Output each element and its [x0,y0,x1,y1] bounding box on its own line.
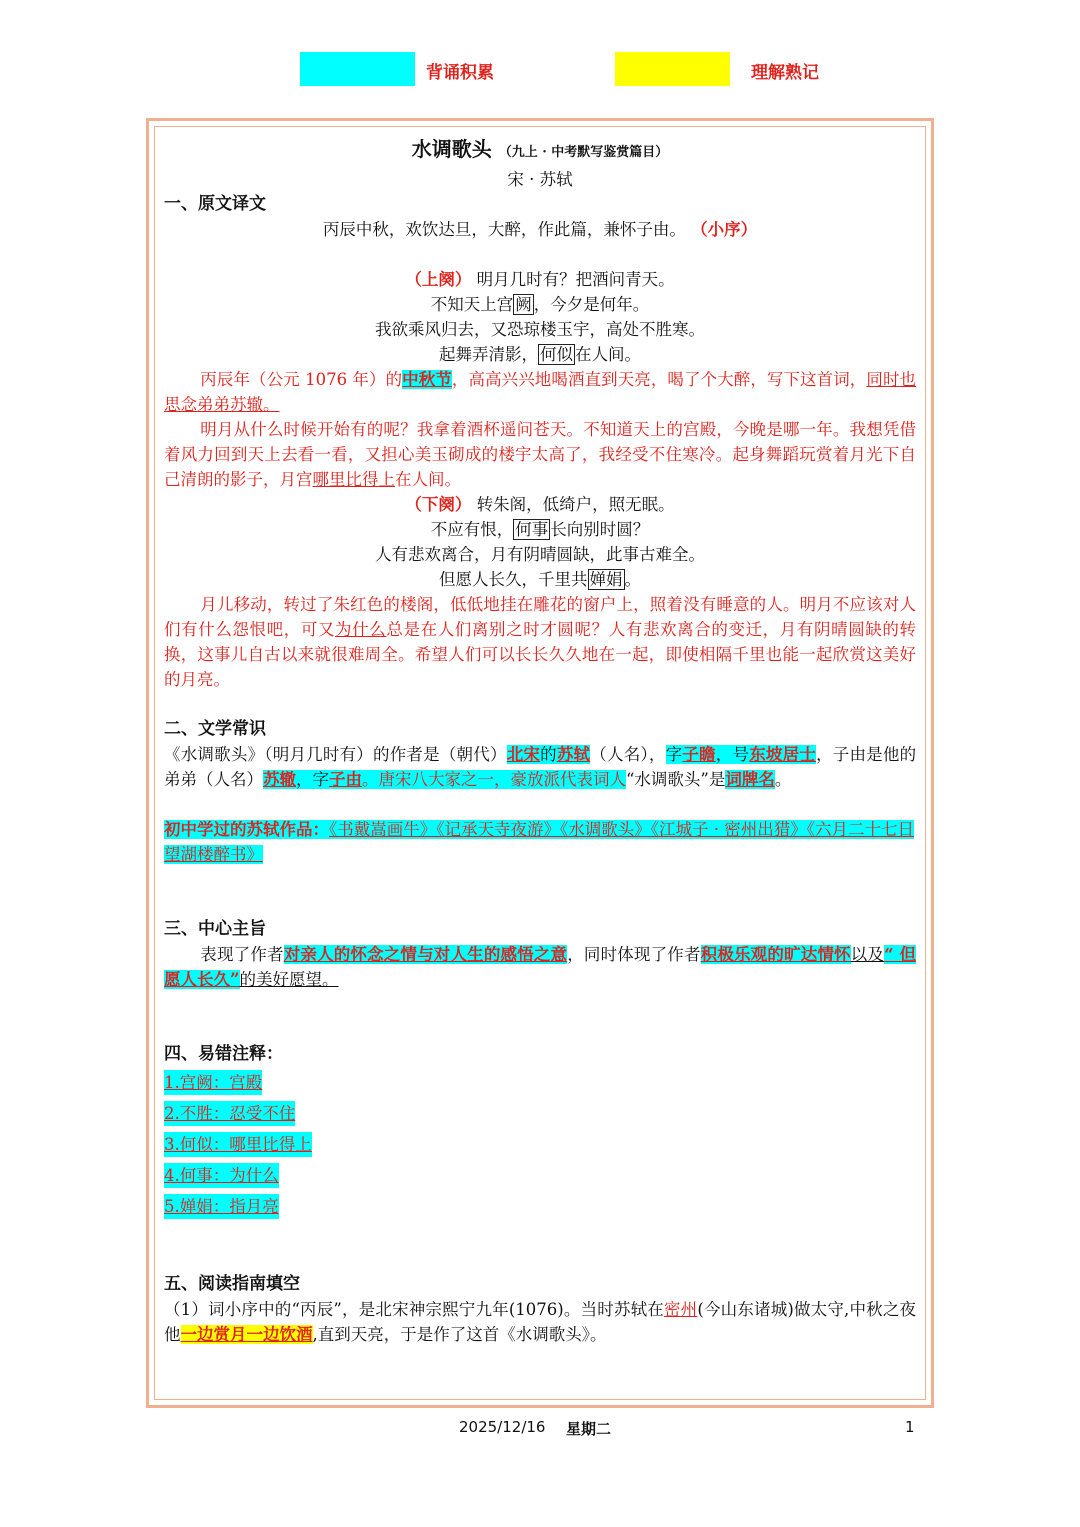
su-shi-works: 初中学过的苏轼作品：《书戴嵩画牛》《记承天寺夜游》《水调歌头》《江城子 · 密州出猎》《六月二十七日望湖楼醉书》 [164,820,914,864]
footer-weekday: 星期二 [566,1420,612,1438]
legend [0,52,1080,86]
poem-line: 不应有恨， 何事 长向别时圆？ [430,520,650,539]
footer-date: 2025/12/16 [459,1418,546,1436]
page-number: 1 [905,1418,915,1436]
poem-line: 但愿人长久，千里共 婵娟 。 [439,570,641,589]
poem-line: 人有悲欢离合，月有阴晴圆缺，此事古难全。 [375,545,705,564]
title-sub: （九上 · 中考默写鉴赏篇目） [498,145,669,160]
poem-line: （上阕） 明月几时有？把酒问青天。 [405,270,675,289]
document-body [164,135,916,1347]
translation-paragraph: 月儿移动，转过了朱红色的楼阁，低低地挂在雕花的窗户上，照着没有睡意的人。明月不应该对人们有什么怨恨吧，可又为什么总是在人们离别之时才圆呢？人有悲欢离合的变迁，月有阴晴圆缺的转换，这事儿自古以来就很难周全。希望人们可以长长久久地在一起，即使相隔千里也能一起欣赏这美好的月亮。 [164,595,917,689]
author-line: 宋 · 苏轼 [507,170,573,189]
section-heading: 一、原文译文 [164,194,266,214]
central-theme: 表现了作者对亲人的怀念之情与对人生的感悟之意，同时体现了作者积极乐观的旷达情怀以及“ 但愿人长久”的美好愿望。 [164,945,917,989]
note-list [164,1067,916,1222]
preface-line: 丙辰中秋，欢饮达旦，大醉，作此篇，兼怀子由。 （小序） [322,220,758,239]
page-footer [0,1418,1080,1442]
poem-line: （下阕） 转朱阁，低绮户，照无眠。 [405,495,675,514]
poem-line: 我欲乘风归去，又恐琼楼玉宇，高处不胜寒。 [375,320,705,339]
note-item: 4.何事：为什么 [164,1163,279,1188]
poem-line: 不知天上宫 阙 ，今夕是何年。 [430,295,650,314]
fill-in-question: （1）词小序中的“丙辰”，是北宋神宗熙宁九年(1076)。当时苏轼在密州(今山东诸城)做太守,中秋之夜他一边赏月一边饮酒,直到天亮，于是作了这首《水调歌头》。 [164,1300,917,1344]
recite-legend-label: 背诵积累 [426,63,494,83]
translation-paragraph: 丙辰年（公元 1076 年）的中秋节，高高兴兴地喝酒直到天亮，喝了个大醉，写下这首词，同时也思念弟弟苏辙。 [164,370,917,414]
title-main: 水调歌头 [411,137,492,161]
understand-legend-label: 理解熟记 [751,63,819,83]
note-item: 1.宫阙：宫殿 [164,1070,262,1095]
section-heading: 五、阅读指南填空 [164,1274,300,1294]
understand-color-swatch [615,52,730,86]
section-heading: 二、文学常识 [164,719,266,739]
literary-knowledge: 《水调歌头》（明月几时有）的作者是（朝代）北宋的苏轼（人名），字子瞻，号东坡居士，子由是他的弟弟（人名）苏辙，字子由。唐宋八大家之一，豪放派代表词人“水调歌头”是词牌名。 [164,745,917,789]
section-heading: 三、中心主旨 [164,919,266,939]
recite-color-swatch [300,52,415,86]
poem-line: 起舞弄清影， 何似 在人间。 [439,345,641,364]
section-heading: 四、易错注释： [164,1044,283,1064]
note-item: 3.何似：哪里比得上 [164,1132,312,1157]
note-item: 2.不胜：忍受不住 [164,1101,295,1126]
translation-paragraph: 明月从什么时候开始有的呢？我拿着酒杯遥问苍天。不知道天上的宫殿，今晚是哪一年。我想凭借着风力回到天上去看一看，又担心美玉砌成的楼宇太高了，我经受不住寒冷。起身舞蹈玩赏着月光下自己清朗的影子，月宫哪里比得上在人间。 [164,420,916,489]
note-item: 5.婵娟：指月亮 [164,1194,279,1219]
poem-title [164,135,916,167]
